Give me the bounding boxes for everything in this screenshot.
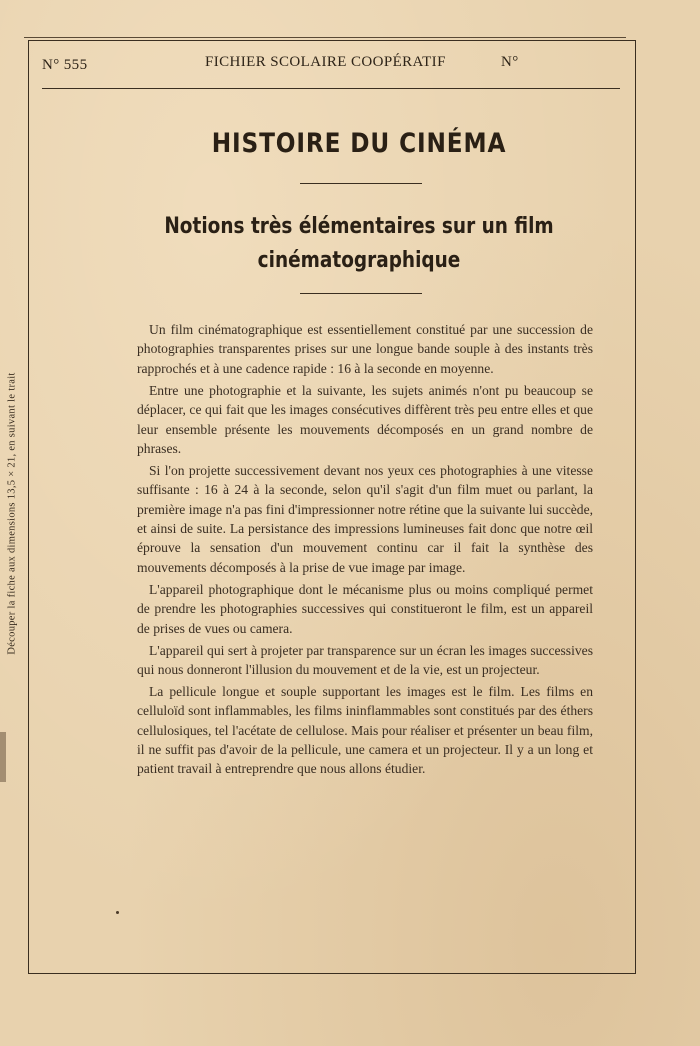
title-divider — [300, 183, 422, 184]
paragraph: Si l'on projette successivement devant nos yeux ces photographies à une vitesse suffisante : 16 à 24 à la seconde, selon qu'il s'agit d'un film muet ou parlant, la première image n'a pas fini d'impressionner notre rétine que la suivante lui succède, et ainsi de suite. La persistance des impressions lumineuses fait donc que notre œil éprouve la sensation d'un mouvement continu car il fait la synthèse des mouvements décomposés à la prise de vue image par image. — [137, 462, 593, 575]
card-number-secondary: N° — [501, 54, 519, 70]
side-instruction — [2, 325, 22, 705]
card-header — [42, 52, 618, 80]
paragraph: L'appareil photographique dont le mécanisme plus ou moins compliqué permet de prendre les photographies successives qui constitueront le film, est un appareil de prises de vues ou camera. — [137, 581, 593, 636]
page-title: HISTOIRE DU CINÉMA — [211, 128, 507, 159]
series-title: FICHIER SCOLAIRE COOPÉRATIF — [205, 54, 446, 70]
body-text — [137, 320, 593, 781]
side-instruction-text: Découper la fiche aux dimensions 13,5 × 21, en suivant le trait — [6, 372, 18, 655]
subtitle-line-1: Notions très élémentaires sur un film — [164, 214, 554, 239]
header-divider — [42, 88, 620, 89]
subtitle-divider — [300, 293, 422, 294]
paragraph: Un film cinématographique est essentiellement constitué par une succession de photographies transparentes prises sur une longue bande souple à des instants très rapprochés et à une cadence rapide : 16 à la seconde en moyenne. — [137, 322, 593, 376]
cut-line-top — [24, 37, 626, 38]
page-subtitle — [141, 210, 576, 278]
card-number: N° 555 — [42, 57, 88, 73]
paragraph: L'appareil qui sert à projeter par transparence sur un écran les images successives qui nous donneront l'illusion du mouvement et de la vie, est un projecteur. — [137, 642, 593, 677]
paragraph: La pellicule longue et souple supportant les images est le film. Les films en celluloïd sont inflammables, les films ininflammables sont constitués par des éthers cellulosiques, tel l'acétate de cellulose. Mais pour réaliser et présenter un beau film, il ne suffit pas d'avoir de la pellicule, une camera et un projecteur. Il y a un long et patient travail à entreprendre que nous allons étudier. — [137, 683, 593, 777]
subtitle-line-2: cinématographique — [257, 248, 461, 273]
binding-edge-mark — [0, 732, 6, 782]
paragraph: Entre une photographie et la suivante, les sujets animés n'ont pu beaucoup se déplacer, ce qui fait que les images consécutives diffèrent très peu entre elles et que leur ensemble présente les mouvements décomposés en un grand nombre de phrases. — [137, 382, 593, 456]
ink-dot — [116, 911, 119, 914]
